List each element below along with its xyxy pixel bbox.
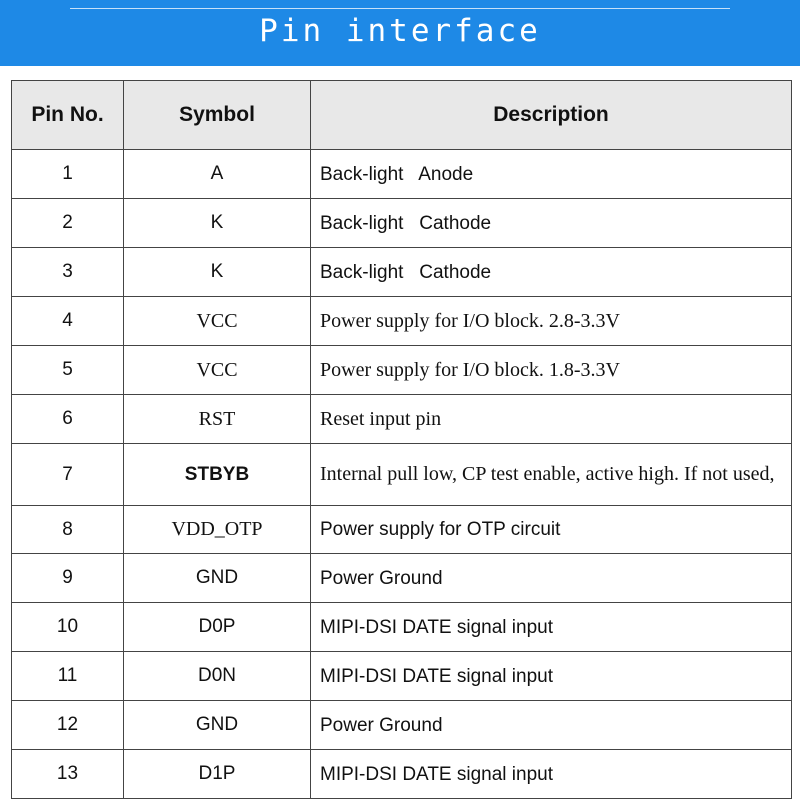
pin-description: Reset input pin <box>311 395 792 444</box>
pin-symbol: A <box>124 150 311 199</box>
pin-symbol: VCC <box>124 346 311 395</box>
header-symbol: Symbol <box>124 81 311 150</box>
table-header-row <box>12 81 792 150</box>
table-row <box>12 248 792 297</box>
pin-number: 3 <box>12 248 124 297</box>
pin-number: 4 <box>12 297 124 346</box>
table-row <box>12 554 792 603</box>
pin-description: Power supply for I/O block. 1.8-3.3V <box>311 346 792 395</box>
pin-number: 8 <box>12 506 124 554</box>
page-title: Pin interface <box>259 13 541 49</box>
pin-description: MIPI-DSI DATE signal input <box>311 750 792 799</box>
banner-divider <box>70 8 730 9</box>
pin-number: 5 <box>12 346 124 395</box>
pin-symbol: GND <box>124 554 311 603</box>
table-row <box>12 701 792 750</box>
pin-symbol: D0P <box>124 603 311 652</box>
header-banner <box>0 0 800 66</box>
header-description: Description <box>311 81 792 150</box>
pin-number: 12 <box>12 701 124 750</box>
table-row <box>12 506 792 554</box>
table-row <box>12 395 792 444</box>
pin-number: 1 <box>12 150 124 199</box>
pin-symbol: K <box>124 248 311 297</box>
pin-description: MIPI-DSI DATE signal input <box>311 652 792 701</box>
table-row <box>12 750 792 799</box>
pin-description: Back-light Cathode <box>311 248 792 297</box>
pin-number: 10 <box>12 603 124 652</box>
pin-table-container <box>11 80 791 799</box>
pin-symbol: GND <box>124 701 311 750</box>
header-pin-no: Pin No. <box>12 81 124 150</box>
pin-number: 11 <box>12 652 124 701</box>
pin-description: Power supply for OTP circuit <box>311 506 792 554</box>
pin-symbol: RST <box>124 395 311 444</box>
pin-number: 6 <box>12 395 124 444</box>
pin-symbol: K <box>124 199 311 248</box>
pin-table <box>11 80 792 799</box>
pin-description: Back-light Cathode <box>311 199 792 248</box>
pin-number: 7 <box>12 444 124 506</box>
pin-symbol: D0N <box>124 652 311 701</box>
table-row <box>12 297 792 346</box>
pin-description: Power Ground <box>311 701 792 750</box>
table-row <box>12 346 792 395</box>
pin-number: 9 <box>12 554 124 603</box>
pin-description: Power Ground <box>311 554 792 603</box>
pin-symbol: D1P <box>124 750 311 799</box>
pin-symbol: STBYB <box>124 444 311 506</box>
pin-symbol: VCC <box>124 297 311 346</box>
table-row <box>12 444 792 506</box>
table-row <box>12 652 792 701</box>
pin-description: Internal pull low, CP test enable, active high. If not used, <box>311 444 792 506</box>
pin-number: 2 <box>12 199 124 248</box>
pin-symbol: VDD_OTP <box>124 506 311 554</box>
pin-description: Back-light Anode <box>311 150 792 199</box>
pin-number: 13 <box>12 750 124 799</box>
pin-description: Power supply for I/O block. 2.8-3.3V <box>311 297 792 346</box>
table-row <box>12 603 792 652</box>
table-row <box>12 150 792 199</box>
table-row <box>12 199 792 248</box>
pin-description: MIPI-DSI DATE signal input <box>311 603 792 652</box>
